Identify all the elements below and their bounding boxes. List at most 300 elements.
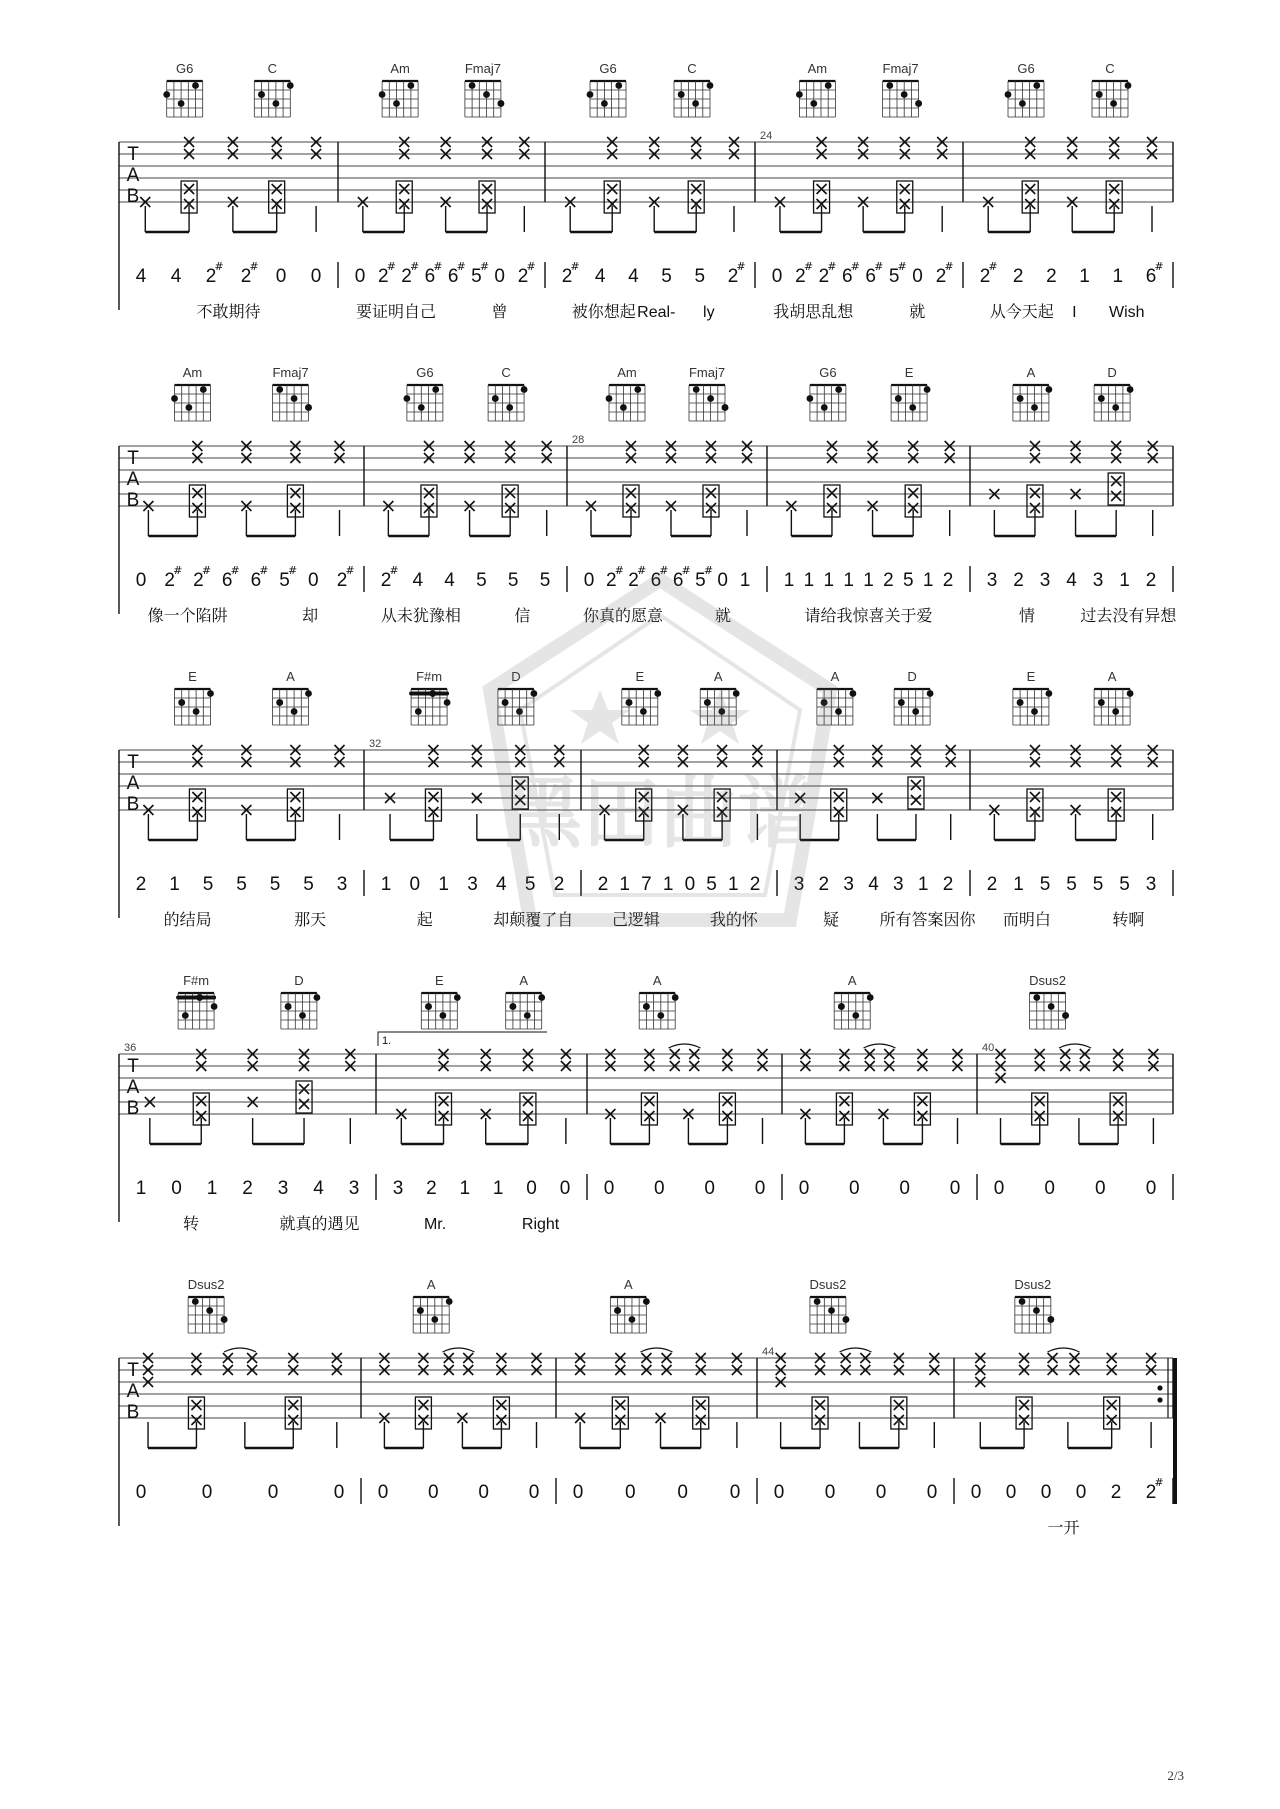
- chord-dot: [305, 690, 312, 697]
- jianpu-note: 0: [677, 1482, 688, 1503]
- chord-diagram: [891, 365, 930, 421]
- chord-diagram: [606, 365, 645, 421]
- tab-clef-a: A: [126, 1381, 140, 1402]
- jianpu-note: 5: [1119, 874, 1130, 895]
- sharp-sign: #: [249, 260, 259, 273]
- chord-dot: [425, 1003, 432, 1010]
- chord-dot: [912, 708, 919, 715]
- lyric-text: 起: [416, 910, 433, 929]
- chord-dot: [418, 404, 425, 411]
- lyric-text: 就真的遇见: [279, 1214, 360, 1233]
- chord-dot: [1031, 404, 1038, 411]
- jianpu-note: 2: [818, 874, 830, 895]
- chord-dot: [1019, 1298, 1026, 1305]
- jianpu-note: 2: [553, 874, 565, 895]
- rhythm-x-mark: [1111, 491, 1121, 501]
- chord-dot: [1047, 1316, 1054, 1323]
- jianpu-note: 4: [444, 570, 455, 591]
- jianpu-note: 2: [942, 570, 954, 591]
- jianpu-note: 6: [841, 266, 853, 287]
- chord-diagram: [498, 669, 537, 725]
- tab-clef-a: A: [126, 165, 140, 186]
- chord-diagram: [1092, 61, 1131, 117]
- jianpu-note: 2: [628, 570, 639, 591]
- jianpu-note: 1: [169, 874, 180, 895]
- measure-number: 40: [982, 1042, 995, 1054]
- chord-name: Dsus2: [809, 1277, 847, 1292]
- jianpu-note: 0: [307, 570, 319, 591]
- jianpu-note: 0: [135, 570, 147, 591]
- sharp-sign: #: [201, 564, 212, 577]
- measure: [136, 669, 364, 929]
- jianpu-note: 3: [467, 874, 478, 895]
- jianpu-note: 0: [428, 1482, 439, 1503]
- jianpu-note: 1: [619, 874, 631, 895]
- chord-dot: [291, 395, 298, 402]
- chord-diagram: [689, 365, 728, 421]
- jianpu-note: 1: [662, 874, 674, 895]
- jianpu-note: 2: [401, 266, 412, 287]
- jianpu-note: 5: [1039, 874, 1051, 895]
- tab-clef-a: A: [126, 469, 140, 490]
- chord-dot: [620, 404, 627, 411]
- chord-diagram: [1013, 669, 1052, 725]
- lyric-text: 信: [514, 606, 531, 625]
- measure: [136, 1277, 361, 1504]
- jianpu-note: 6: [424, 266, 436, 287]
- jianpu-note: 3: [392, 1178, 404, 1199]
- chord-dot: [1031, 708, 1038, 715]
- rhythm-x-mark: [191, 1400, 201, 1410]
- chord-dot: [1127, 386, 1134, 393]
- rhythm-x-mark: [505, 488, 515, 498]
- rhythm-x-mark: [428, 792, 438, 802]
- jianpu-note: 5: [476, 570, 487, 591]
- lyric-text: 从未犹豫相: [380, 606, 461, 625]
- rhythm-x-mark: [626, 488, 636, 498]
- jianpu-note: 0: [1044, 1178, 1055, 1199]
- jianpu-note: 0: [354, 266, 366, 287]
- measure: [573, 1277, 757, 1504]
- chord-dot: [843, 1316, 850, 1323]
- chord-dot: [1112, 404, 1119, 411]
- tie-arc: [840, 1348, 872, 1352]
- chord-dot: [291, 708, 298, 715]
- chord-diagram: [796, 61, 835, 117]
- rhythm-x-mark: [418, 1400, 428, 1410]
- sharp-sign: #: [944, 260, 954, 273]
- rhythm-x-mark: [691, 184, 701, 194]
- chord-dot: [838, 1003, 845, 1010]
- chord-dot: [207, 690, 214, 697]
- jianpu-note: 4: [496, 874, 507, 895]
- chord-dot: [178, 699, 185, 706]
- chord-dot: [469, 82, 476, 89]
- chord-dot: [287, 82, 294, 89]
- rhythm-x-mark: [299, 1084, 309, 1094]
- chord-name: A: [624, 1277, 633, 1292]
- jianpu-note: 0: [773, 1482, 785, 1503]
- rhythm-x-mark: [439, 1096, 449, 1106]
- tie-arc: [669, 1044, 701, 1048]
- chord-name: Fmaj7: [882, 61, 919, 76]
- rhythm-x-mark: [482, 184, 492, 194]
- chord-name: Am: [807, 61, 828, 76]
- chord-dot: [305, 404, 312, 411]
- jianpu-note: 0: [824, 1482, 836, 1503]
- sharp-sign: #: [526, 260, 536, 273]
- jianpu-note: 0: [771, 266, 783, 287]
- rhythm-x-mark: [911, 780, 921, 790]
- jianpu-note: 0: [798, 1178, 810, 1199]
- jianpu-note: 0: [912, 266, 923, 287]
- chord-dot: [510, 1003, 517, 1010]
- sharp-sign: #: [736, 260, 746, 273]
- rhythm-box: [512, 777, 528, 809]
- chord-name: A: [286, 669, 295, 684]
- rhythm-x-mark: [607, 184, 617, 194]
- chord-diagram: [409, 669, 450, 725]
- chord-diagram: [809, 1277, 849, 1333]
- sharp-sign: #: [456, 260, 466, 273]
- sharp-sign: #: [1154, 260, 1164, 273]
- chord-diagram: [281, 973, 320, 1029]
- chord-name: A: [713, 669, 723, 684]
- chord-name: E: [635, 669, 645, 684]
- rhythm-x-mark: [911, 795, 921, 805]
- chord-dot: [909, 404, 916, 411]
- jianpu-note: 2: [749, 874, 761, 895]
- jianpu-note: 2: [164, 570, 176, 591]
- lyric-text: 过去没有异想: [1080, 606, 1177, 625]
- chord-diagram: [272, 365, 311, 421]
- jianpu-note: 0: [1075, 1482, 1087, 1503]
- chord-name: A: [1107, 669, 1117, 684]
- jianpu-note: 2: [336, 570, 348, 591]
- tie-arc: [1048, 1348, 1080, 1352]
- chord-name: D: [511, 669, 521, 684]
- chord-dot: [379, 91, 386, 98]
- jianpu-note: 0: [583, 570, 595, 591]
- tab-system: [119, 365, 1177, 625]
- chord-barre: [409, 692, 449, 696]
- jianpu-note: 0: [603, 1178, 615, 1199]
- chord-dot: [206, 1307, 213, 1314]
- rhythm-x-mark: [900, 184, 910, 194]
- jianpu-note: 0: [949, 1178, 961, 1199]
- jianpu-note: 0: [310, 266, 322, 287]
- rhythm-x-mark: [722, 1096, 732, 1106]
- measure: [784, 365, 970, 625]
- chord-dot: [483, 91, 490, 98]
- chord-dot: [850, 690, 857, 697]
- rhythm-x-mark: [1113, 1096, 1123, 1106]
- jianpu-note: 2: [942, 874, 954, 895]
- jianpu-note: 2: [605, 570, 617, 591]
- jianpu-note: 1: [783, 570, 795, 591]
- sharp-sign: #: [259, 564, 269, 577]
- chord-diagram: [506, 973, 545, 1029]
- jianpu-note: 2: [205, 266, 217, 287]
- chord-dot: [415, 708, 422, 715]
- chord-dot: [654, 690, 661, 697]
- chord-name: F#m: [183, 973, 210, 988]
- rhythm-x-mark: [917, 1096, 927, 1106]
- chord-diagram: [254, 61, 293, 117]
- jianpu-note: 5: [1092, 874, 1104, 895]
- jianpu-note: 3: [348, 1178, 360, 1199]
- rhythm-x-mark: [1107, 1400, 1117, 1410]
- chord-name: E: [188, 669, 197, 684]
- jianpu-note: 2: [135, 874, 147, 895]
- chord-dot: [524, 1012, 531, 1019]
- jianpu-note: 2: [1145, 1482, 1157, 1503]
- chord-dot: [704, 699, 711, 706]
- jianpu-note: 1: [1112, 266, 1124, 287]
- tie-arc: [1059, 1044, 1091, 1048]
- chord-dot: [431, 1316, 438, 1323]
- rhythm-x-mark: [639, 792, 649, 802]
- chord-name: A: [1026, 365, 1036, 380]
- chord-name: Dsus2: [187, 1277, 225, 1292]
- chord-dot: [531, 690, 538, 697]
- tab-clef-t: T: [127, 752, 139, 773]
- jianpu-note: 4: [868, 874, 879, 895]
- chord-dot: [440, 1012, 447, 1019]
- chord-dot: [852, 1012, 859, 1019]
- chord-diagram: [273, 669, 312, 725]
- chord-dot: [1127, 690, 1134, 697]
- chord-dot: [601, 100, 608, 107]
- rhythm-x-mark: [523, 1096, 533, 1106]
- rhythm-x-mark: [272, 184, 282, 194]
- chord-dot: [404, 395, 411, 402]
- chord-dot: [1033, 82, 1040, 89]
- chord-diagram: [404, 365, 443, 421]
- jianpu-note: 2: [979, 266, 991, 287]
- chord-dot: [498, 100, 505, 107]
- lyric-text: I: [1072, 304, 1077, 321]
- lyric-text: 就: [714, 606, 732, 625]
- rhythm-x-mark: [717, 792, 727, 802]
- chord-diagram: [171, 365, 210, 421]
- jianpu-note: 2: [818, 266, 830, 287]
- chord-diagram: [488, 365, 527, 421]
- lyric-text: 的结局: [163, 910, 212, 929]
- jianpu-note: 4: [170, 266, 182, 287]
- jianpu-note: 3: [793, 874, 805, 895]
- jianpu-note: 0: [201, 1482, 213, 1503]
- jianpu-note: 5: [236, 874, 247, 895]
- jianpu-note: 4: [628, 266, 639, 287]
- jianpu-note: 0: [849, 1178, 860, 1199]
- jianpu-note: 6: [1145, 266, 1157, 287]
- sharp-sign: #: [681, 564, 691, 577]
- chord-diagram: [1029, 973, 1069, 1029]
- measure: [794, 669, 977, 929]
- jianpu-note: 5: [706, 874, 717, 895]
- chord-dot: [895, 395, 902, 402]
- chord-diagram: [674, 61, 713, 117]
- chord-dot: [211, 1003, 218, 1010]
- lyric-text: 疑: [823, 910, 840, 929]
- tab-clef-t: T: [127, 144, 139, 165]
- chord-dot: [587, 91, 594, 98]
- jianpu-note: 0: [528, 1482, 540, 1503]
- chord-name: E: [904, 365, 914, 380]
- chord-name: G6: [1017, 61, 1035, 76]
- jianpu-note: 6: [221, 570, 233, 591]
- jianpu-note: 1: [1119, 570, 1130, 591]
- rhythm-x-mark: [908, 488, 918, 498]
- chord-dot: [178, 100, 185, 107]
- lyric-text: 像一个陷阱: [147, 606, 228, 625]
- chord-dot: [821, 699, 828, 706]
- rhythm-box: [908, 777, 924, 809]
- jianpu-note: 0: [494, 266, 506, 287]
- rhythm-x-mark: [1019, 1400, 1029, 1410]
- lyric-text: 所有答案因你: [879, 910, 976, 929]
- chord-dot: [1098, 395, 1105, 402]
- lyric-text: 己逻辑: [611, 910, 660, 929]
- chord-diagram: [1094, 669, 1133, 725]
- lyric-text: 要证明自己: [355, 302, 436, 321]
- lyric-text: Wish: [1109, 304, 1145, 321]
- measure: [987, 365, 1178, 625]
- measure: [762, 1277, 954, 1504]
- jianpu-note: 5: [539, 570, 551, 591]
- tab-clef-b: B: [126, 794, 140, 815]
- jianpu-note: 2: [727, 266, 739, 287]
- chord-diagram: [587, 61, 626, 117]
- chord-dot: [192, 1298, 199, 1305]
- measure: [136, 365, 364, 625]
- chord-name: E: [1026, 669, 1036, 684]
- sharp-sign: #: [386, 260, 396, 273]
- jianpu-note: 1: [823, 570, 835, 591]
- jianpu-note: 5: [888, 266, 900, 287]
- chord-dot: [606, 395, 613, 402]
- chord-dot: [446, 1298, 453, 1305]
- measure: [980, 61, 1173, 321]
- sharp-sign: #: [897, 260, 907, 273]
- chord-diagram: [1005, 61, 1044, 117]
- tab-system: [119, 973, 1173, 1233]
- jianpu-note: 3: [336, 874, 348, 895]
- jianpu-note: 2: [1110, 1482, 1122, 1503]
- chord-name: C: [501, 365, 511, 380]
- chord-dot: [492, 395, 499, 402]
- jianpu-note: 3: [1145, 874, 1157, 895]
- rhythm-x-mark: [290, 488, 300, 498]
- jianpu-note: 4: [594, 266, 606, 287]
- jianpu-note: 1: [206, 1178, 218, 1199]
- jianpu-note: 1: [438, 874, 449, 895]
- chord-dot: [502, 699, 509, 706]
- measure: [572, 365, 767, 625]
- chord-dot: [722, 404, 729, 411]
- volta-label: 1.: [382, 1035, 392, 1047]
- repeat-dot: [1157, 1397, 1162, 1402]
- chord-name: G6: [416, 365, 434, 380]
- jianpu-note: 5: [471, 266, 482, 287]
- jianpu-note: 1: [727, 874, 739, 895]
- chord-dot: [1033, 994, 1040, 1001]
- chord-dot: [538, 994, 545, 1001]
- jianpu-note: 1: [492, 1178, 504, 1199]
- chord-dot: [192, 82, 199, 89]
- jianpu-note: 3: [893, 874, 904, 895]
- sharp-sign: #: [570, 260, 580, 273]
- sharp-sign: #: [287, 564, 298, 577]
- chord-dot: [825, 82, 832, 89]
- tab-system: [119, 669, 1173, 929]
- jianpu-note: 1: [1079, 266, 1090, 287]
- measure: [369, 669, 581, 929]
- chord-dot: [171, 395, 178, 402]
- rhythm-x-mark: [696, 1400, 706, 1410]
- chord-dot: [643, 1298, 650, 1305]
- tab-system: [119, 61, 1173, 321]
- rhythm-x-mark: [706, 488, 716, 498]
- tie-arc: [641, 1348, 673, 1352]
- jianpu-note: 2: [517, 266, 529, 287]
- tie-arc: [224, 1348, 256, 1352]
- chord-dot: [693, 386, 700, 393]
- measure: [562, 61, 755, 321]
- chord-name: A: [426, 1277, 436, 1292]
- rhythm-x-mark: [839, 1096, 849, 1106]
- tab-clef-t: T: [127, 1056, 139, 1077]
- chord-dot: [796, 91, 803, 98]
- rhythm-x-mark: [815, 1400, 825, 1410]
- chord-dot: [393, 100, 400, 107]
- measure-number: 36: [124, 1042, 137, 1054]
- rhythm-x-mark: [184, 184, 194, 194]
- page-number: 2/3: [1167, 1768, 1184, 1783]
- jianpu-note: 6: [447, 266, 459, 287]
- jianpu-note: 3: [843, 874, 854, 895]
- chord-dot: [193, 708, 200, 715]
- chord-diagram: [894, 669, 933, 725]
- chord-dot: [615, 82, 622, 89]
- rhythm-x-mark: [288, 1400, 298, 1410]
- jianpu-note: 0: [704, 1178, 715, 1199]
- chord-dot: [814, 1298, 821, 1305]
- chord-name: G6: [599, 61, 617, 76]
- lyric-text: 我胡思乱想: [773, 302, 854, 321]
- rhythm-x-mark: [1030, 792, 1040, 802]
- jianpu-note: 0: [729, 1482, 741, 1503]
- chord-dot: [901, 91, 908, 98]
- chord-name: A: [847, 973, 857, 988]
- sharp-sign: #: [703, 564, 714, 577]
- chord-diagram: [610, 1277, 649, 1333]
- jianpu-note: 5: [279, 570, 290, 591]
- rhythm-x-mark: [894, 1400, 904, 1410]
- chord-dot: [810, 100, 817, 107]
- measure-number: 44: [762, 1346, 775, 1358]
- lyric-text: ly: [703, 304, 715, 321]
- jianpu-note: 1: [803, 570, 815, 591]
- rhythm-x-mark: [424, 488, 434, 498]
- jianpu-note: 0: [559, 1178, 571, 1199]
- jianpu-note: 1: [459, 1178, 471, 1199]
- measure: [799, 973, 977, 1200]
- chord-dot: [626, 699, 633, 706]
- chord-dot: [898, 699, 905, 706]
- jianpu-note: 2: [883, 570, 894, 591]
